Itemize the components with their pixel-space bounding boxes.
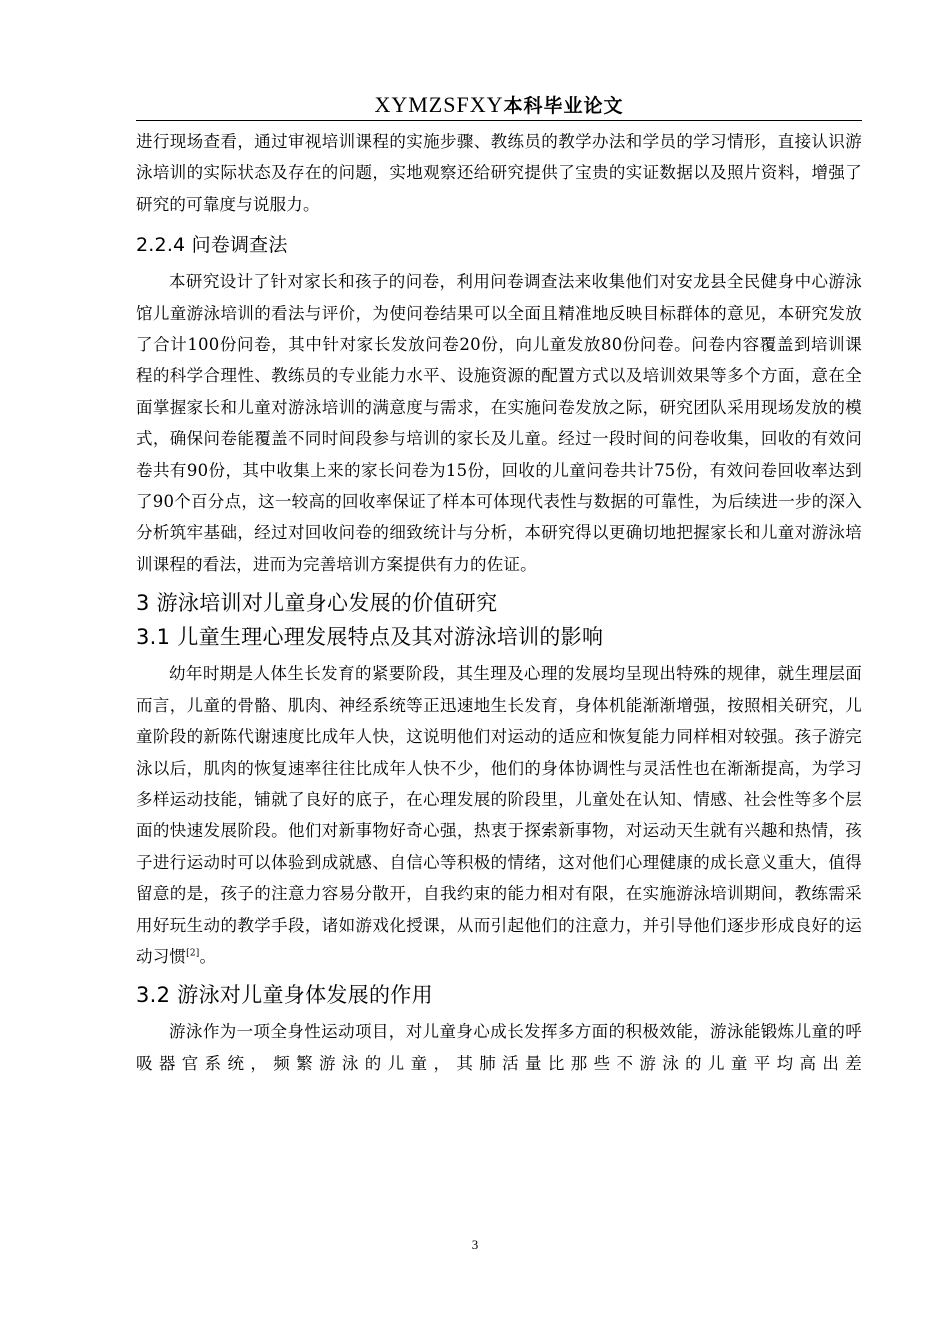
document-body: [136, 126, 862, 1079]
section-3-2-paragraph: 游泳作为一项全身性运动项目，对儿童身心成长发挥多方面的积极效能，游泳能锻炼儿童的呼吸器官系统，频繁游泳的儿童，其肺活量比那些不游泳的儿童平均高出差: [136, 1022, 862, 1073]
page-number: 3: [471, 1237, 479, 1252]
header-rule: [136, 120, 862, 121]
section-3-1-end: 。: [199, 946, 217, 966]
header-title-cn: 本科毕业论文: [503, 95, 624, 117]
page-header: [136, 92, 862, 119]
section-3-2-heading: 3.2 游泳对儿童身体发展的作用: [136, 983, 433, 1008]
chapter-3-heading: 3 游泳培训对儿童身心发展的价值研究: [136, 591, 498, 616]
section-2-2-4-paragraph: 本研究设计了针对家长和孩子的问卷，利用问卷调查法来收集他们对安龙县全民健身中心游泳馆儿童游泳培训的看法与评价，为使问卷结果可以全面且精准地反映目标群体的意见，本研究发放了合计100份问卷，其中针对家长发放问卷20份，向儿童发放80份问卷。问卷内容覆盖到培训课程的科学合理性、教练员的专业能力水平、设施资源的配置方式以及培训效果等多个方面，意在全面掌握家长和儿童对游泳培训的满意度与需求，在实施问卷发放之际，研究团队采用现场发放的模式，确保问卷能覆盖不同时间段参与培训的家长及儿童。经过一段时间的问卷收集，回收的有效问卷共有90份，其中收集上来的家长问卷为15份，回收的儿童问卷共计75份，有效问卷回收率达到了90个百分点，这一较高的回收率保证了样本可体现代表性与数据的可靠性，为后续进一步的深入分析筑牢基础，经过对回收问卷的细致统计与分析，本研究得以更确切地把握家长和儿童对游泳培训课程的看法，进而为完善培训方案提供有力的佐证。: [136, 272, 862, 574]
paragraph-top: 进行现场查看，通过审视培训课程的实施步骤、教练员的教学办法和学员的学习情形，直接认识游泳培训的实际状态及存在的问题，实地观察还给研究提供了宝贵的实证数据以及照片资料，增强了研究的可靠度与说服力。: [136, 132, 862, 214]
section-2-2-4-heading: 2.2.4 问卷调查法: [136, 234, 288, 257]
section-3-1-text: 幼年时期是人体生长发育的紧要阶段，其生理及心理的发展均呈现出特殊的规律，就生理层面而言，儿童的骨骼、肌肉、神经系统等正迅速地生长发育，身体机能渐渐增强，按照相关研究，儿童阶段的新陈代谢速度比成年人快，这说明他们对运动的适应和恢复能力同样相对较强。孩子游完泳以后，肌肉的恢复速率往往比成年人快不少，他们的身体协调性与灵活性也在渐渐提高，为学习多样运动技能，铺就了良好的底子，在心理发展的阶段里，儿童处在认知、情感、社会性等多个层面的快速发展阶段。他们对新事物好奇心强，热衷于探索新事物，对运动天生就有兴趣和热情，孩子进行运动时可以体验到成就感、自信心等积极的情绪，这对他们心理健康的成长意义重大，值得留意的是，孩子的注意力容易分散开，自我约束的能力相对有限，在实施游泳培训期间，教练需采用好玩生动的教学手段，诸如游戏化授课，从而引起他们的注意力，并引导他们逐步形成良好的运动习惯: [136, 664, 862, 966]
section-3-1-paragraph: [136, 658, 862, 972]
citation-2[interactable]: [2]: [186, 948, 200, 959]
header-title-latin: XYMZSFXY: [374, 92, 504, 117]
section-3-1-heading: 3.1 儿童生理心理发展特点及其对游泳培训的影响: [136, 625, 604, 650]
